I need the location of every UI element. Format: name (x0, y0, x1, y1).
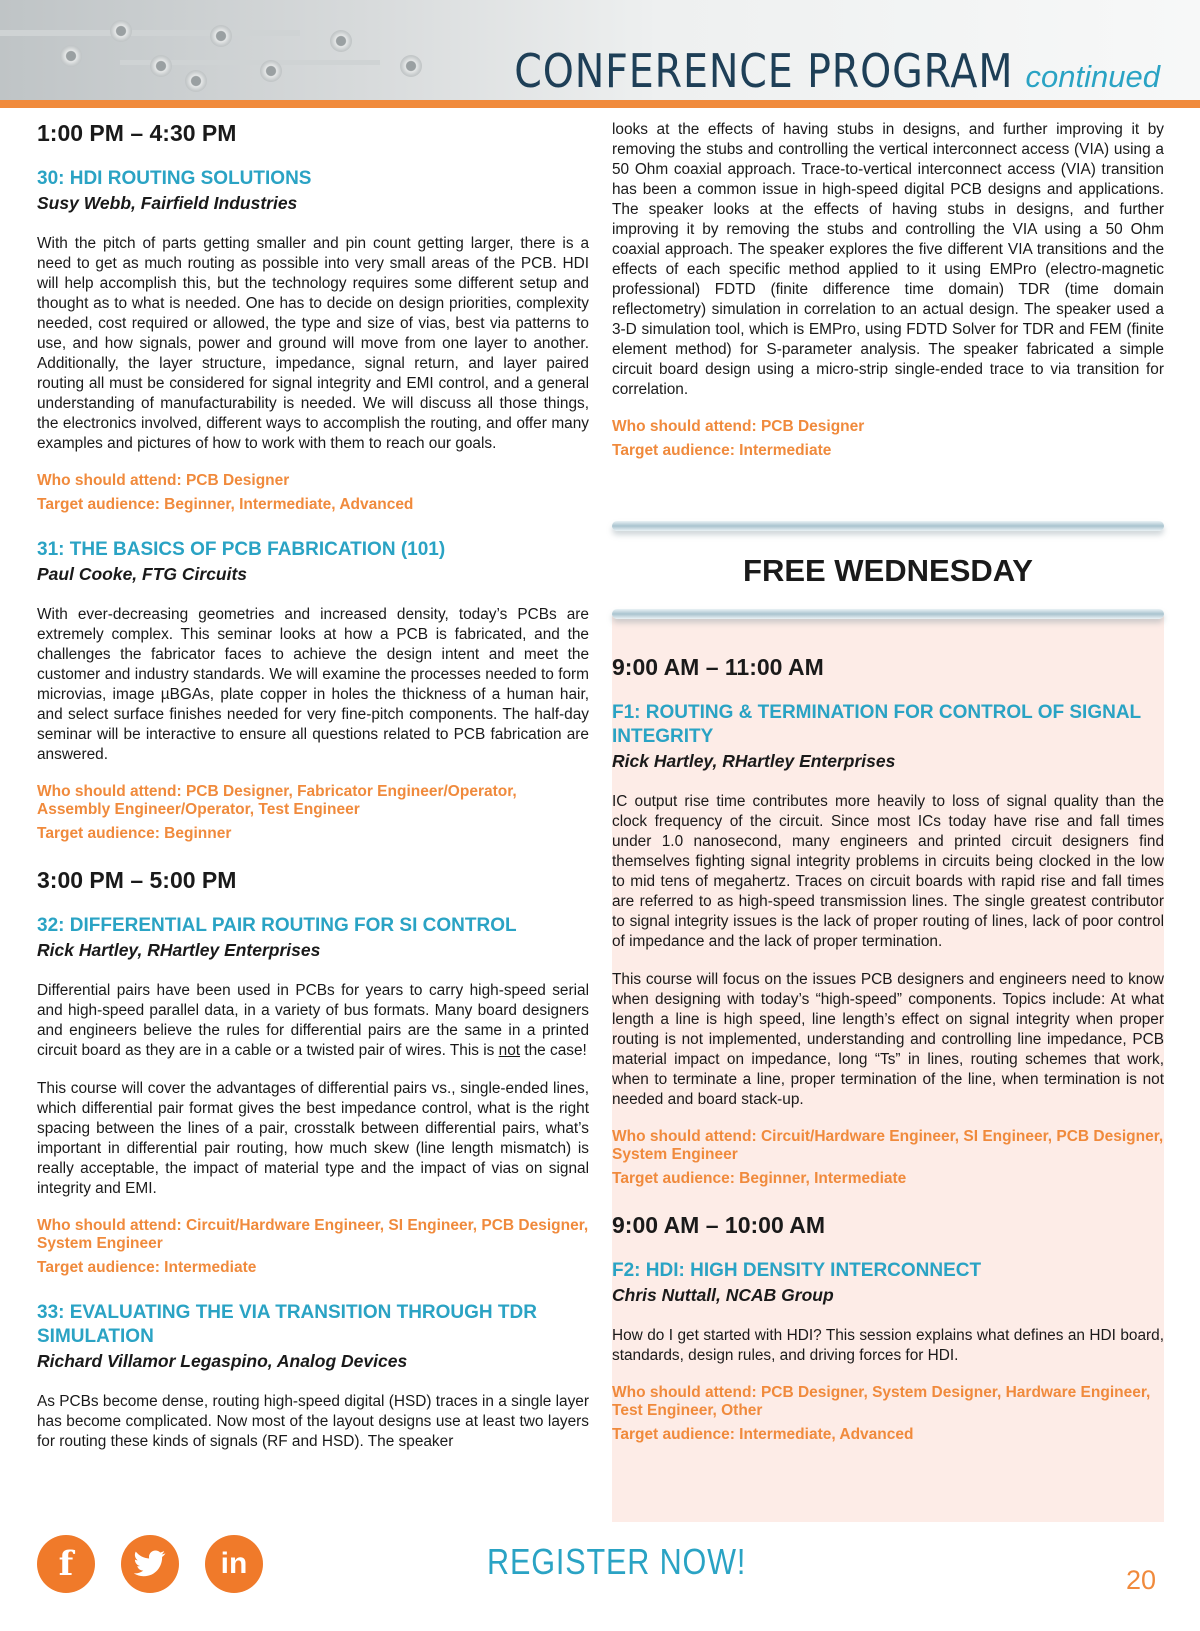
session-description: With the pitch of parts getting smaller and pin count getting larger, there is a need to get as much routing as possible into very small areas of the PCB. HDI will help accomplish this, but the technology requires some different setup and thought as to what is needed. One has to decide on design priorities, complexity needed, cost required or allowed, the type and size of vias, best via patterns to use, and how signals, power and ground will move from one layer to another. Additionally, the layer structure, impedance, signal return, and layer paired routing all must be considered for signal integrity and EMI control, and a general understanding of manufacturability is needed. We will discuss all those things, the electronics involved, different ways to accomplish the routing, and offer many examples and pictures of how to work with them to reach our goals. (37, 235, 589, 452)
session-32 (37, 914, 589, 1277)
pcb-pad (400, 55, 422, 77)
session-description: As PCBs become dense, routing high-speed digital (HSD) traces in a single layer has become complicated. Now most of the layout designs use at least two layers for routing these kinds of signals (RF and HSD). The speaker (37, 1393, 589, 1450)
session-speaker: Rick Hartley, RHartley Enterprises (37, 940, 321, 960)
target-audience: Target audience: Beginner, Intermediate (612, 1170, 907, 1187)
session-description (37, 981, 589, 1061)
who-should-attend: Who should attend: PCB Designer (37, 472, 290, 489)
time-slot: 1:00 PM – 4:30 PM (37, 120, 237, 146)
session-description: How do I get started with HDI? This session explains what defines an HDI board, standards, design rules, and driving forces for HDI. (612, 1327, 1164, 1364)
page-title (433, 44, 1160, 98)
header-banner (0, 0, 1200, 100)
session-title: 30: HDI ROUTING SOLUTIONS (37, 168, 312, 189)
page-number: 20 (1125, 1565, 1156, 1595)
time-slot: 3:00 PM – 5:00 PM (37, 867, 237, 893)
session-description: This course will focus on the issues PCB designers and engineers need to know when designing with today’s “high-speed” components. Topics include: At what length a line is high speed, line length’s effect on signal integrity when proper routing is not implemented, understanding and controlling line impedance, PCB material impact on impedance, long “Ts” in lines, routing schemes that work, when to terminate a line, proper termination of the line, when termination is not needed and board stack-up. (612, 971, 1164, 1108)
session-description-text: the case! (520, 1042, 587, 1059)
session-33 (37, 1301, 589, 1452)
register-now-link[interactable]: REGISTER NOW! (487, 1541, 747, 1582)
session-30 (37, 167, 589, 514)
session-33-continued (612, 120, 1164, 484)
facebook-icon[interactable] (37, 1535, 95, 1593)
session-speaker: Susy Webb, Fairfield Industries (37, 193, 298, 213)
session-description: With ever-decreasing geometries and increased density, today’s PCBs are extremely complex. This seminar looks at how a PCB is fabricated, and the challenges the fabricator faces to achieve the design intent and meet the customer and industry standards. We will examine the processes needed to form microvias, image µBGAs, plate copper in holes the thickness of a human hair, and select surface finishes needed for very fine-pitch components. The half-day seminar will be interactive to ensure all questions related to PCB fabrication are answered. (37, 606, 589, 763)
target-audience: Target audience: Intermediate (612, 442, 832, 459)
session-title: 32: DIFFERENTIAL PAIR ROUTING FOR SI CONTROL (37, 915, 517, 936)
page-title-continued: continued (1025, 59, 1160, 94)
free-wednesday-heading: FREE WEDNESDAY (743, 553, 1033, 588)
emphasis-not: not (498, 1042, 521, 1059)
pcb-pad (185, 70, 207, 92)
divider-bar (612, 521, 1164, 531)
twitter-bird-icon (134, 1550, 166, 1578)
left-column (37, 112, 589, 1470)
session-title: F1: ROUTING & TERMINATION FOR CONTROL OF SIGNAL INTEGRITY (612, 702, 1141, 747)
session-31 (37, 538, 589, 843)
pcb-pad (330, 30, 352, 52)
facebook-glyph: f (58, 1544, 74, 1584)
page-title-text: CONFERENCE PROGRAM (514, 44, 1014, 98)
time-slot: 9:00 AM – 11:00 AM (612, 654, 824, 680)
time-slot: 9:00 AM – 10:00 AM (612, 1212, 826, 1238)
target-audience: Target audience: Beginner (37, 825, 232, 842)
session-speaker: Rick Hartley, RHartley Enterprises (612, 751, 896, 771)
session-speaker: Paul Cooke, FTG Circuits (37, 564, 248, 584)
who-should-attend: Who should attend: PCB Designer, System Designer, Hardware Engineer, Test Engineer, Other (612, 1384, 1151, 1419)
session-description: looks at the effects of having stubs in designs, and further improving it by removing the stubs and controlling the vertical interconnect access (VIA) using a 50 Ohm coaxial approach. Trace-to-vertical interconnect access (VIA) transition has been a common issue in high-speed digital PCB designs and applications. The speaker looks at the effects of having stubs in designs, and further improving it by removing the stubs and controlling the VIA using a 50 Ohm coaxial approach. The speaker explores the five different VIA transitions and the effects of each specific method applied to it using EMPro (electro-magnetic professional) FDTD (finite difference time domain) TDR (time domain reflectometry) simulation in correlation to an actual design. The speaker used a 3-D simulation tool, which is EMPro, using FDTD Solver for TDR and FEM (finite element method) for S-parameter analysis. The speaker fabricated a simple circuit board design using a micro-strip single-ended trace to via transition for correlation. (612, 121, 1164, 398)
session-f1 (612, 701, 1164, 1188)
session-description: IC output rise time contributes more heavily to loss of signal quality than the clock frequency of the circuit. Since most ICs today have rise and fall times under 1.0 nanosecond, many engineers and printed circuit designers find themselves fighting signal integrity problems in circuits being clocked in the low to mid tens of megahertz. Traces on circuit boards with rapid rise and fall times are referred to as high-speed transmission lines. The single greatest contributor to signal integrity issues is the lack of proper routing of lines, lack of poor control of impedance and the lack of proper termination. (612, 793, 1164, 950)
free-wednesday-content (612, 646, 1164, 1468)
pcb-pad (150, 55, 172, 77)
pcb-pad (260, 60, 282, 82)
header-rule (0, 100, 1200, 108)
session-speaker: Chris Nuttall, NCAB Group (612, 1285, 834, 1305)
session-title: 33: EVALUATING THE VIA TRANSITION THROUGH TDR SIMULATION (37, 1302, 537, 1347)
who-should-attend: Who should attend: PCB Designer (612, 418, 865, 435)
who-should-attend: Who should attend: Circuit/Hardware Engineer, SI Engineer, PCB Designer, System Engineer (612, 1128, 1164, 1163)
session-title: 31: THE BASICS OF PCB FABRICATION (101) (37, 539, 446, 560)
session-f2 (612, 1259, 1164, 1444)
divider-bar (612, 609, 1164, 619)
pcb-pad (110, 20, 132, 42)
target-audience: Target audience: Intermediate, Advanced (612, 1426, 914, 1443)
session-title: F2: HDI: HIGH DENSITY INTERCONNECT (612, 1260, 982, 1281)
linkedin-icon[interactable] (205, 1535, 263, 1593)
twitter-icon[interactable] (121, 1535, 179, 1593)
target-audience: Target audience: Intermediate (37, 1259, 257, 1276)
session-description-text: Differential pairs have been used in PCBs for years to carry high-speed serial and high-speed parallel data, in a variety of bus formats. Many board designers and engineers believe the rules for differential pairs are the same in a printed circuit board as they are in a cable or a twisted pair of wires. This is (37, 982, 589, 1059)
session-description: This course will cover the advantages of differential pairs vs., single-ended lines, which differential pair format gives the best impedance control, what is the right spacing between the lines of a pair, crosstalk between differential pairs, what’s important in differential pair routing, how much skew (line length mismatch) is really acceptable, the impact of material type and the impact of vias on signal integrity and EMI. (37, 1080, 589, 1197)
pcb-trace (0, 30, 300, 36)
session-speaker: Richard Villamor Legaspino, Analog Devices (37, 1351, 408, 1371)
linkedin-glyph: in (220, 1547, 248, 1580)
who-should-attend: Who should attend: PCB Designer, Fabricator Engineer/Operator, Assembly Engineer/Operator, Test Engineer (37, 783, 517, 818)
pcb-pad (210, 25, 232, 47)
who-should-attend: Who should attend: Circuit/Hardware Engineer, SI Engineer, PCB Designer, System Engineer (37, 1217, 589, 1252)
pcb-pad (60, 45, 82, 67)
target-audience: Target audience: Beginner, Intermediate, Advanced (37, 496, 414, 513)
